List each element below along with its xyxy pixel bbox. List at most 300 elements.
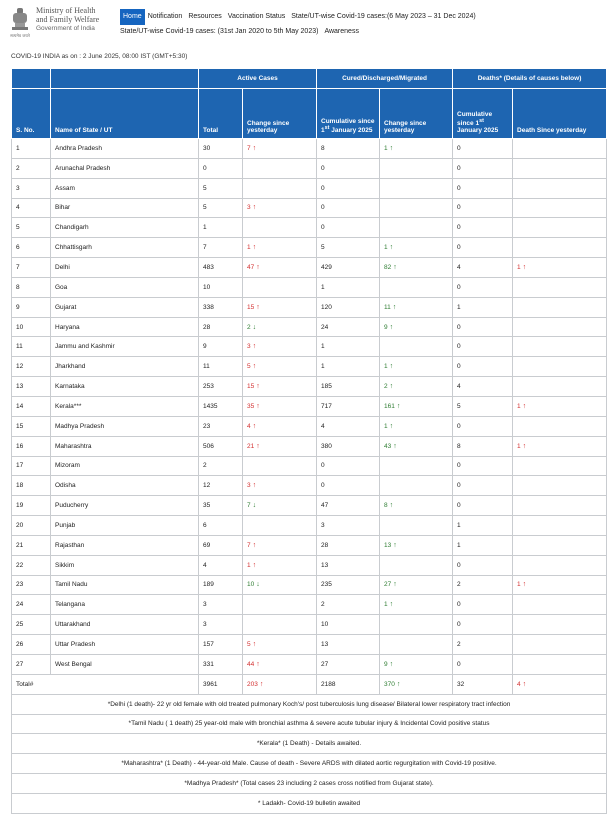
cell-cured-cumulative: 0 bbox=[317, 476, 380, 496]
cell-state-name: Arunachal Pradesh bbox=[51, 158, 199, 178]
cell-active-total: 1 bbox=[199, 218, 243, 238]
arrow-up-icon: ↑ bbox=[389, 144, 394, 152]
arrow-up-icon: ↑ bbox=[252, 343, 257, 351]
change-cell bbox=[243, 436, 317, 456]
cell-deaths-cumulative: 8 bbox=[453, 436, 513, 456]
cell-sno: 10 bbox=[12, 317, 51, 337]
table-row bbox=[12, 456, 607, 476]
note-text: *Kerala* (1 Death) - Details awaited. bbox=[12, 734, 607, 754]
change-value: 1 bbox=[384, 422, 388, 430]
arrow-up-icon: ↑ bbox=[252, 363, 257, 371]
header-blank-name bbox=[51, 69, 199, 89]
cell-cured-cumulative: 380 bbox=[317, 436, 380, 456]
cell-state-name: Jharkhand bbox=[51, 357, 199, 377]
cell-state-name: Rajasthan bbox=[51, 535, 199, 555]
cell-cured-cumulative: 13 bbox=[317, 555, 380, 575]
cell-state-name: Mizoram bbox=[51, 456, 199, 476]
change-cell bbox=[513, 139, 607, 159]
arrow-up-icon: ↑ bbox=[389, 601, 394, 609]
cell-sno: 26 bbox=[12, 635, 51, 655]
note-row bbox=[12, 754, 607, 774]
cell-deaths-cumulative: 1 bbox=[453, 297, 513, 317]
cell-sno: 3 bbox=[12, 178, 51, 198]
note-row bbox=[12, 774, 607, 794]
arrow-up-icon: ↑ bbox=[252, 144, 257, 152]
change-cell bbox=[380, 158, 453, 178]
covid-state-table-wrapper bbox=[11, 68, 606, 814]
national-emblem-icon bbox=[8, 6, 32, 39]
note-row bbox=[12, 694, 607, 714]
cell-cured-cumulative: 2 bbox=[317, 595, 380, 615]
cell-deaths-cumulative: 2 bbox=[453, 635, 513, 655]
change-value: 3 bbox=[247, 482, 251, 490]
change-cell bbox=[513, 535, 607, 555]
arrow-up-icon: ↑ bbox=[393, 263, 397, 271]
change-cell bbox=[243, 198, 317, 218]
table-row bbox=[12, 555, 607, 575]
cell-cured-cumulative: 0 bbox=[317, 178, 380, 198]
note-row bbox=[12, 734, 607, 754]
header-cured-cumulative bbox=[317, 89, 380, 139]
cell-total-deaths: 32 bbox=[453, 674, 513, 694]
change-cell bbox=[243, 238, 317, 258]
table-row bbox=[12, 317, 607, 337]
change-cell bbox=[243, 496, 317, 516]
table-row bbox=[12, 377, 607, 397]
arrow-up-icon: ↑ bbox=[252, 641, 257, 649]
change-cell bbox=[513, 654, 607, 674]
change-cell bbox=[513, 516, 607, 536]
change-value: 82 bbox=[384, 263, 392, 271]
cell-sno: 5 bbox=[12, 218, 51, 238]
cell-active-total: 189 bbox=[199, 575, 243, 595]
change-value: 7 bbox=[247, 144, 251, 152]
change-value: 1 bbox=[517, 581, 521, 589]
change-cell bbox=[380, 595, 453, 615]
change-cell bbox=[243, 635, 317, 655]
cell-active-total: 253 bbox=[199, 377, 243, 397]
table-row bbox=[12, 158, 607, 178]
cell-state-name: Odisha bbox=[51, 476, 199, 496]
change-cell bbox=[243, 595, 317, 615]
cell-state-name: Andhra Pradesh bbox=[51, 139, 199, 159]
table-row bbox=[12, 277, 607, 297]
cell-sno: 13 bbox=[12, 377, 51, 397]
arrow-up-icon: ↑ bbox=[389, 660, 394, 668]
arrow-up-icon: ↑ bbox=[389, 244, 394, 252]
cell-deaths-cumulative: 0 bbox=[453, 416, 513, 436]
arrow-up-icon: ↑ bbox=[522, 402, 527, 410]
change-value: 9 bbox=[384, 323, 388, 331]
cell-sno: 1 bbox=[12, 139, 51, 159]
change-cell bbox=[243, 555, 317, 575]
table-row bbox=[12, 178, 607, 198]
site-header bbox=[0, 0, 615, 46]
header-active-change: Change since yesterday bbox=[243, 89, 317, 139]
change-cell bbox=[243, 337, 317, 357]
cell-active-total: 9 bbox=[199, 337, 243, 357]
cell-active-total: 1435 bbox=[199, 396, 243, 416]
change-cell bbox=[513, 377, 607, 397]
cell-active-total: 483 bbox=[199, 258, 243, 278]
change-cell bbox=[243, 297, 317, 317]
ministry-line3: Government of India bbox=[36, 25, 95, 32]
cell-deaths-cumulative: 0 bbox=[453, 654, 513, 674]
change-cell bbox=[243, 258, 317, 278]
header-cured: Cured/Discharged/Migrated bbox=[317, 69, 453, 89]
cell-active-total: 338 bbox=[199, 297, 243, 317]
arrow-up-icon: ↑ bbox=[252, 561, 257, 569]
cell-cured-cumulative: 5 bbox=[317, 238, 380, 258]
change-value: 9 bbox=[384, 660, 388, 668]
cell-state-name: Madhya Pradesh bbox=[51, 416, 199, 436]
cumulative-label-b: January 2025 bbox=[457, 127, 499, 134]
change-value: 161 bbox=[384, 402, 395, 410]
cell-state-name: Puducherry bbox=[51, 496, 199, 516]
change-cell bbox=[243, 615, 317, 635]
cell-sno: 17 bbox=[12, 456, 51, 476]
arrow-up-icon: ↑ bbox=[522, 442, 527, 450]
arrow-down-icon: ↓ bbox=[252, 502, 257, 510]
change-cell bbox=[380, 277, 453, 297]
cell-sno: 22 bbox=[12, 555, 51, 575]
change-cell bbox=[380, 436, 453, 456]
change-cell bbox=[513, 555, 607, 575]
change-value: 35 bbox=[247, 402, 255, 410]
change-cell bbox=[513, 297, 607, 317]
change-cell bbox=[513, 337, 607, 357]
table-row bbox=[12, 615, 607, 635]
arrow-up-icon: ↑ bbox=[389, 422, 394, 430]
cell-state-name: Chhattisgarh bbox=[51, 238, 199, 258]
table-row bbox=[12, 516, 607, 536]
cell-deaths-cumulative: 4 bbox=[453, 258, 513, 278]
cell-active-total: 4 bbox=[199, 555, 243, 575]
cell-deaths-cumulative: 0 bbox=[453, 178, 513, 198]
nav-notification[interactable]: Notification bbox=[147, 13, 183, 20]
cell-deaths-cumulative: 0 bbox=[453, 238, 513, 258]
table-row bbox=[12, 575, 607, 595]
change-cell bbox=[513, 178, 607, 198]
change-cell bbox=[380, 317, 453, 337]
table-row bbox=[12, 297, 607, 317]
arrow-up-icon: ↑ bbox=[252, 422, 257, 430]
cell-deaths-cumulative: 0 bbox=[453, 139, 513, 159]
cell-state-name: Gujarat bbox=[51, 297, 199, 317]
change-cell bbox=[380, 198, 453, 218]
change-value: 3 bbox=[247, 204, 251, 212]
arrow-up-icon: ↑ bbox=[393, 541, 397, 549]
table-body bbox=[12, 139, 607, 695]
cell-deaths-cumulative: 0 bbox=[453, 456, 513, 476]
change-value: 43 bbox=[384, 442, 392, 450]
change-cell bbox=[243, 158, 317, 178]
header-death-since-yesterday: Death Since yesterday bbox=[513, 89, 607, 139]
cell-deaths-cumulative: 0 bbox=[453, 198, 513, 218]
cell-total-label: Total# bbox=[12, 674, 199, 694]
header-sno: S. No. bbox=[12, 89, 51, 139]
cell-total-cured: 2188 bbox=[317, 674, 380, 694]
cell-deaths-cumulative: 0 bbox=[453, 615, 513, 635]
cell-cured-cumulative: 4 bbox=[317, 416, 380, 436]
change-cell bbox=[243, 476, 317, 496]
arrow-up-icon: ↑ bbox=[389, 363, 394, 371]
arrow-up-icon: ↑ bbox=[396, 402, 401, 410]
change-cell bbox=[513, 158, 607, 178]
cell-state-name: Chandigarh bbox=[51, 218, 199, 238]
cell-cured-cumulative: 27 bbox=[317, 654, 380, 674]
cell-sno: 11 bbox=[12, 337, 51, 357]
change-value: 27 bbox=[384, 581, 392, 589]
change-cell bbox=[380, 476, 453, 496]
change-cell bbox=[380, 416, 453, 436]
cell-sno: 18 bbox=[12, 476, 51, 496]
change-cell bbox=[380, 555, 453, 575]
cell-active-total: 6 bbox=[199, 516, 243, 536]
cell-active-total: 7 bbox=[199, 238, 243, 258]
cell-cured-cumulative: 429 bbox=[317, 258, 380, 278]
cell-sno: 12 bbox=[12, 357, 51, 377]
cell-cured-cumulative: 0 bbox=[317, 158, 380, 178]
change-cell bbox=[243, 178, 317, 198]
cell-sno: 20 bbox=[12, 516, 51, 536]
cell-cured-cumulative: 120 bbox=[317, 297, 380, 317]
cell-state-name: Uttar Pradesh bbox=[51, 635, 199, 655]
ministry-line1: Ministry of Health bbox=[36, 6, 96, 15]
change-cell bbox=[243, 674, 317, 694]
cumulative-label-sup: st bbox=[479, 117, 484, 124]
header-active-total: Total bbox=[199, 89, 243, 139]
header-state-name: Name of State / UT bbox=[51, 89, 199, 139]
change-cell bbox=[243, 277, 317, 297]
arrow-up-icon: ↑ bbox=[396, 680, 401, 688]
cell-state-name: Jammu and Kashmir bbox=[51, 337, 199, 357]
nav-home[interactable]: Home bbox=[120, 9, 145, 25]
change-cell bbox=[380, 496, 453, 516]
change-cell bbox=[380, 635, 453, 655]
header-blank-sno bbox=[12, 69, 51, 89]
cell-state-name: Kerala*** bbox=[51, 396, 199, 416]
change-cell bbox=[380, 615, 453, 635]
table-row bbox=[12, 436, 607, 456]
change-value: 13 bbox=[384, 541, 392, 549]
cell-deaths-cumulative: 5 bbox=[453, 396, 513, 416]
change-cell bbox=[380, 456, 453, 476]
change-cell bbox=[513, 396, 607, 416]
covid-state-table bbox=[11, 68, 607, 814]
change-value: 1 bbox=[384, 244, 388, 252]
table-total-row bbox=[12, 674, 607, 694]
cell-active-total: 30 bbox=[199, 139, 243, 159]
change-cell bbox=[513, 258, 607, 278]
change-cell bbox=[380, 337, 453, 357]
arrow-up-icon: ↑ bbox=[256, 660, 260, 668]
cell-sno: 8 bbox=[12, 277, 51, 297]
change-value: 7 bbox=[247, 541, 251, 549]
change-value: 370 bbox=[384, 680, 395, 688]
cell-deaths-cumulative: 0 bbox=[453, 496, 513, 516]
change-value: 2 bbox=[247, 323, 251, 331]
change-cell bbox=[380, 516, 453, 536]
cell-deaths-cumulative: 0 bbox=[453, 317, 513, 337]
cell-state-name: Tamil Nadu bbox=[51, 575, 199, 595]
arrow-up-icon: ↑ bbox=[522, 581, 527, 589]
change-value: 1 bbox=[247, 244, 251, 252]
cell-state-name: Uttarakhand bbox=[51, 615, 199, 635]
change-value: 1 bbox=[517, 263, 521, 271]
arrow-up-icon: ↑ bbox=[252, 541, 257, 549]
cell-deaths-cumulative: 0 bbox=[453, 218, 513, 238]
cell-active-total: 69 bbox=[199, 535, 243, 555]
cell-state-name: Delhi bbox=[51, 258, 199, 278]
change-cell bbox=[380, 258, 453, 278]
arrow-up-icon: ↑ bbox=[256, 402, 260, 410]
change-value: 44 bbox=[247, 660, 255, 668]
change-cell bbox=[513, 456, 607, 476]
change-value: 4 bbox=[517, 680, 521, 688]
nav-statewise-new[interactable]: State/UT-wise Covid-19 cases:(6 May 2023 – 31 Dec 2024) bbox=[291, 13, 476, 20]
cell-cured-cumulative: 1 bbox=[317, 277, 380, 297]
cell-cured-cumulative: 235 bbox=[317, 575, 380, 595]
change-cell bbox=[380, 674, 453, 694]
notes-section bbox=[12, 694, 607, 813]
change-cell bbox=[243, 377, 317, 397]
change-cell bbox=[380, 357, 453, 377]
table-row bbox=[12, 476, 607, 496]
change-cell bbox=[380, 218, 453, 238]
change-value: 11 bbox=[384, 303, 391, 311]
note-text: *Delhi (1 death)- 22 yr old female with old treated pulmonary Koch's/ post tuberculosis lung disease/ Bilateral lower respiratory tract infection bbox=[12, 694, 607, 714]
change-value: 1 bbox=[384, 144, 388, 152]
nav-awareness[interactable]: Awareness bbox=[324, 28, 359, 35]
table-row bbox=[12, 416, 607, 436]
table-row bbox=[12, 139, 607, 159]
change-cell bbox=[243, 317, 317, 337]
change-cell bbox=[243, 396, 317, 416]
table-row bbox=[12, 238, 607, 258]
change-cell bbox=[513, 476, 607, 496]
note-text: * Ladakh- Covid-19 bulletin awaited bbox=[12, 794, 607, 814]
arrow-up-icon: ↑ bbox=[259, 680, 264, 688]
cell-sno: 15 bbox=[12, 416, 51, 436]
change-cell bbox=[513, 674, 607, 694]
change-value: 3 bbox=[247, 343, 251, 351]
cell-active-total: 5 bbox=[199, 198, 243, 218]
arrow-up-icon: ↑ bbox=[392, 303, 397, 311]
nav-statewise-old[interactable]: State/UT-wise Covid-19 cases: (31st Jan 2020 to 5th May 2023) bbox=[120, 28, 319, 35]
change-cell bbox=[380, 377, 453, 397]
arrow-down-icon: ↓ bbox=[256, 581, 260, 589]
note-text: *Madhya Pradesh* (Total cases 23 including 2 cases cross notified from Gujarat state). bbox=[12, 774, 607, 794]
table-row bbox=[12, 535, 607, 555]
arrow-up-icon: ↑ bbox=[256, 303, 260, 311]
arrow-up-icon: ↑ bbox=[389, 502, 394, 510]
cell-sno: 14 bbox=[12, 396, 51, 416]
cell-active-total: 157 bbox=[199, 635, 243, 655]
nav-vaccination-status[interactable]: Vaccination Status bbox=[227, 13, 286, 20]
change-value: 1 bbox=[247, 561, 251, 569]
nav-resources[interactable]: Resources bbox=[188, 13, 222, 20]
arrow-up-icon: ↑ bbox=[393, 581, 397, 589]
change-value: 1 bbox=[517, 442, 521, 450]
cell-sno: 16 bbox=[12, 436, 51, 456]
change-value: 7 bbox=[247, 502, 251, 510]
table-header-row-1 bbox=[12, 69, 607, 89]
cell-sno: 19 bbox=[12, 496, 51, 516]
arrow-up-icon: ↑ bbox=[252, 482, 257, 490]
arrow-up-icon: ↑ bbox=[252, 204, 257, 212]
change-cell bbox=[513, 218, 607, 238]
change-cell bbox=[513, 436, 607, 456]
cell-state-name: Haryana bbox=[51, 317, 199, 337]
cell-state-name: Punjab bbox=[51, 516, 199, 536]
change-value: 1 bbox=[384, 363, 388, 371]
arrow-up-icon: ↑ bbox=[522, 263, 527, 271]
cumulative-label-a: Cumulative since 1 bbox=[321, 117, 375, 134]
cell-deaths-cumulative: 1 bbox=[453, 516, 513, 536]
table-row bbox=[12, 635, 607, 655]
ministry-logo-text[interactable] bbox=[36, 7, 99, 34]
cell-state-name: Goa bbox=[51, 277, 199, 297]
cell-cured-cumulative: 8 bbox=[317, 139, 380, 159]
change-value: 21 bbox=[247, 442, 255, 450]
note-text: *Maharashtra* (1 Death) - 44-year-old Male. Cause of death - Severe ARDS with dilated aortic regurgitation with Covid-19 positive. bbox=[12, 754, 607, 774]
change-cell bbox=[243, 575, 317, 595]
cell-state-name: Karnataka bbox=[51, 377, 199, 397]
cell-active-total: 28 bbox=[199, 317, 243, 337]
cumulative-label-b: January 2025 bbox=[329, 127, 373, 134]
change-cell bbox=[513, 277, 607, 297]
change-value: 15 bbox=[247, 383, 255, 391]
cell-active-total: 331 bbox=[199, 654, 243, 674]
change-cell bbox=[380, 654, 453, 674]
change-cell bbox=[513, 198, 607, 218]
table-header-row-2 bbox=[12, 89, 607, 139]
arrow-up-icon: ↑ bbox=[252, 244, 257, 252]
table-row bbox=[12, 654, 607, 674]
cell-state-name: West Bengal bbox=[51, 654, 199, 674]
change-cell bbox=[380, 297, 453, 317]
cell-cured-cumulative: 1 bbox=[317, 357, 380, 377]
arrow-up-icon: ↑ bbox=[522, 680, 527, 688]
cell-cured-cumulative: 28 bbox=[317, 535, 380, 555]
cell-state-name: Telangana bbox=[51, 595, 199, 615]
cell-active-total: 3 bbox=[199, 595, 243, 615]
arrow-up-icon: ↑ bbox=[393, 442, 397, 450]
note-row bbox=[12, 714, 607, 734]
change-cell bbox=[380, 396, 453, 416]
cell-cured-cumulative: 0 bbox=[317, 198, 380, 218]
cell-active-total: 506 bbox=[199, 436, 243, 456]
cell-cured-cumulative: 1 bbox=[317, 337, 380, 357]
change-cell bbox=[380, 178, 453, 198]
change-value: 5 bbox=[247, 363, 251, 371]
cell-deaths-cumulative: 4 bbox=[453, 377, 513, 397]
change-cell bbox=[243, 218, 317, 238]
cell-state-name: Bihar bbox=[51, 198, 199, 218]
cell-sno: 21 bbox=[12, 535, 51, 555]
table-row bbox=[12, 198, 607, 218]
change-value: 15 bbox=[247, 303, 255, 311]
main-nav bbox=[120, 9, 600, 39]
change-cell bbox=[243, 516, 317, 536]
cell-deaths-cumulative: 0 bbox=[453, 337, 513, 357]
as-of-date: COVID-19 INDIA as on : 2 June 2025, 08:00 IST (GMT+5:30) bbox=[11, 53, 188, 60]
change-value: 1 bbox=[517, 402, 521, 410]
change-cell bbox=[513, 317, 607, 337]
change-cell bbox=[380, 575, 453, 595]
cell-active-total: 12 bbox=[199, 476, 243, 496]
